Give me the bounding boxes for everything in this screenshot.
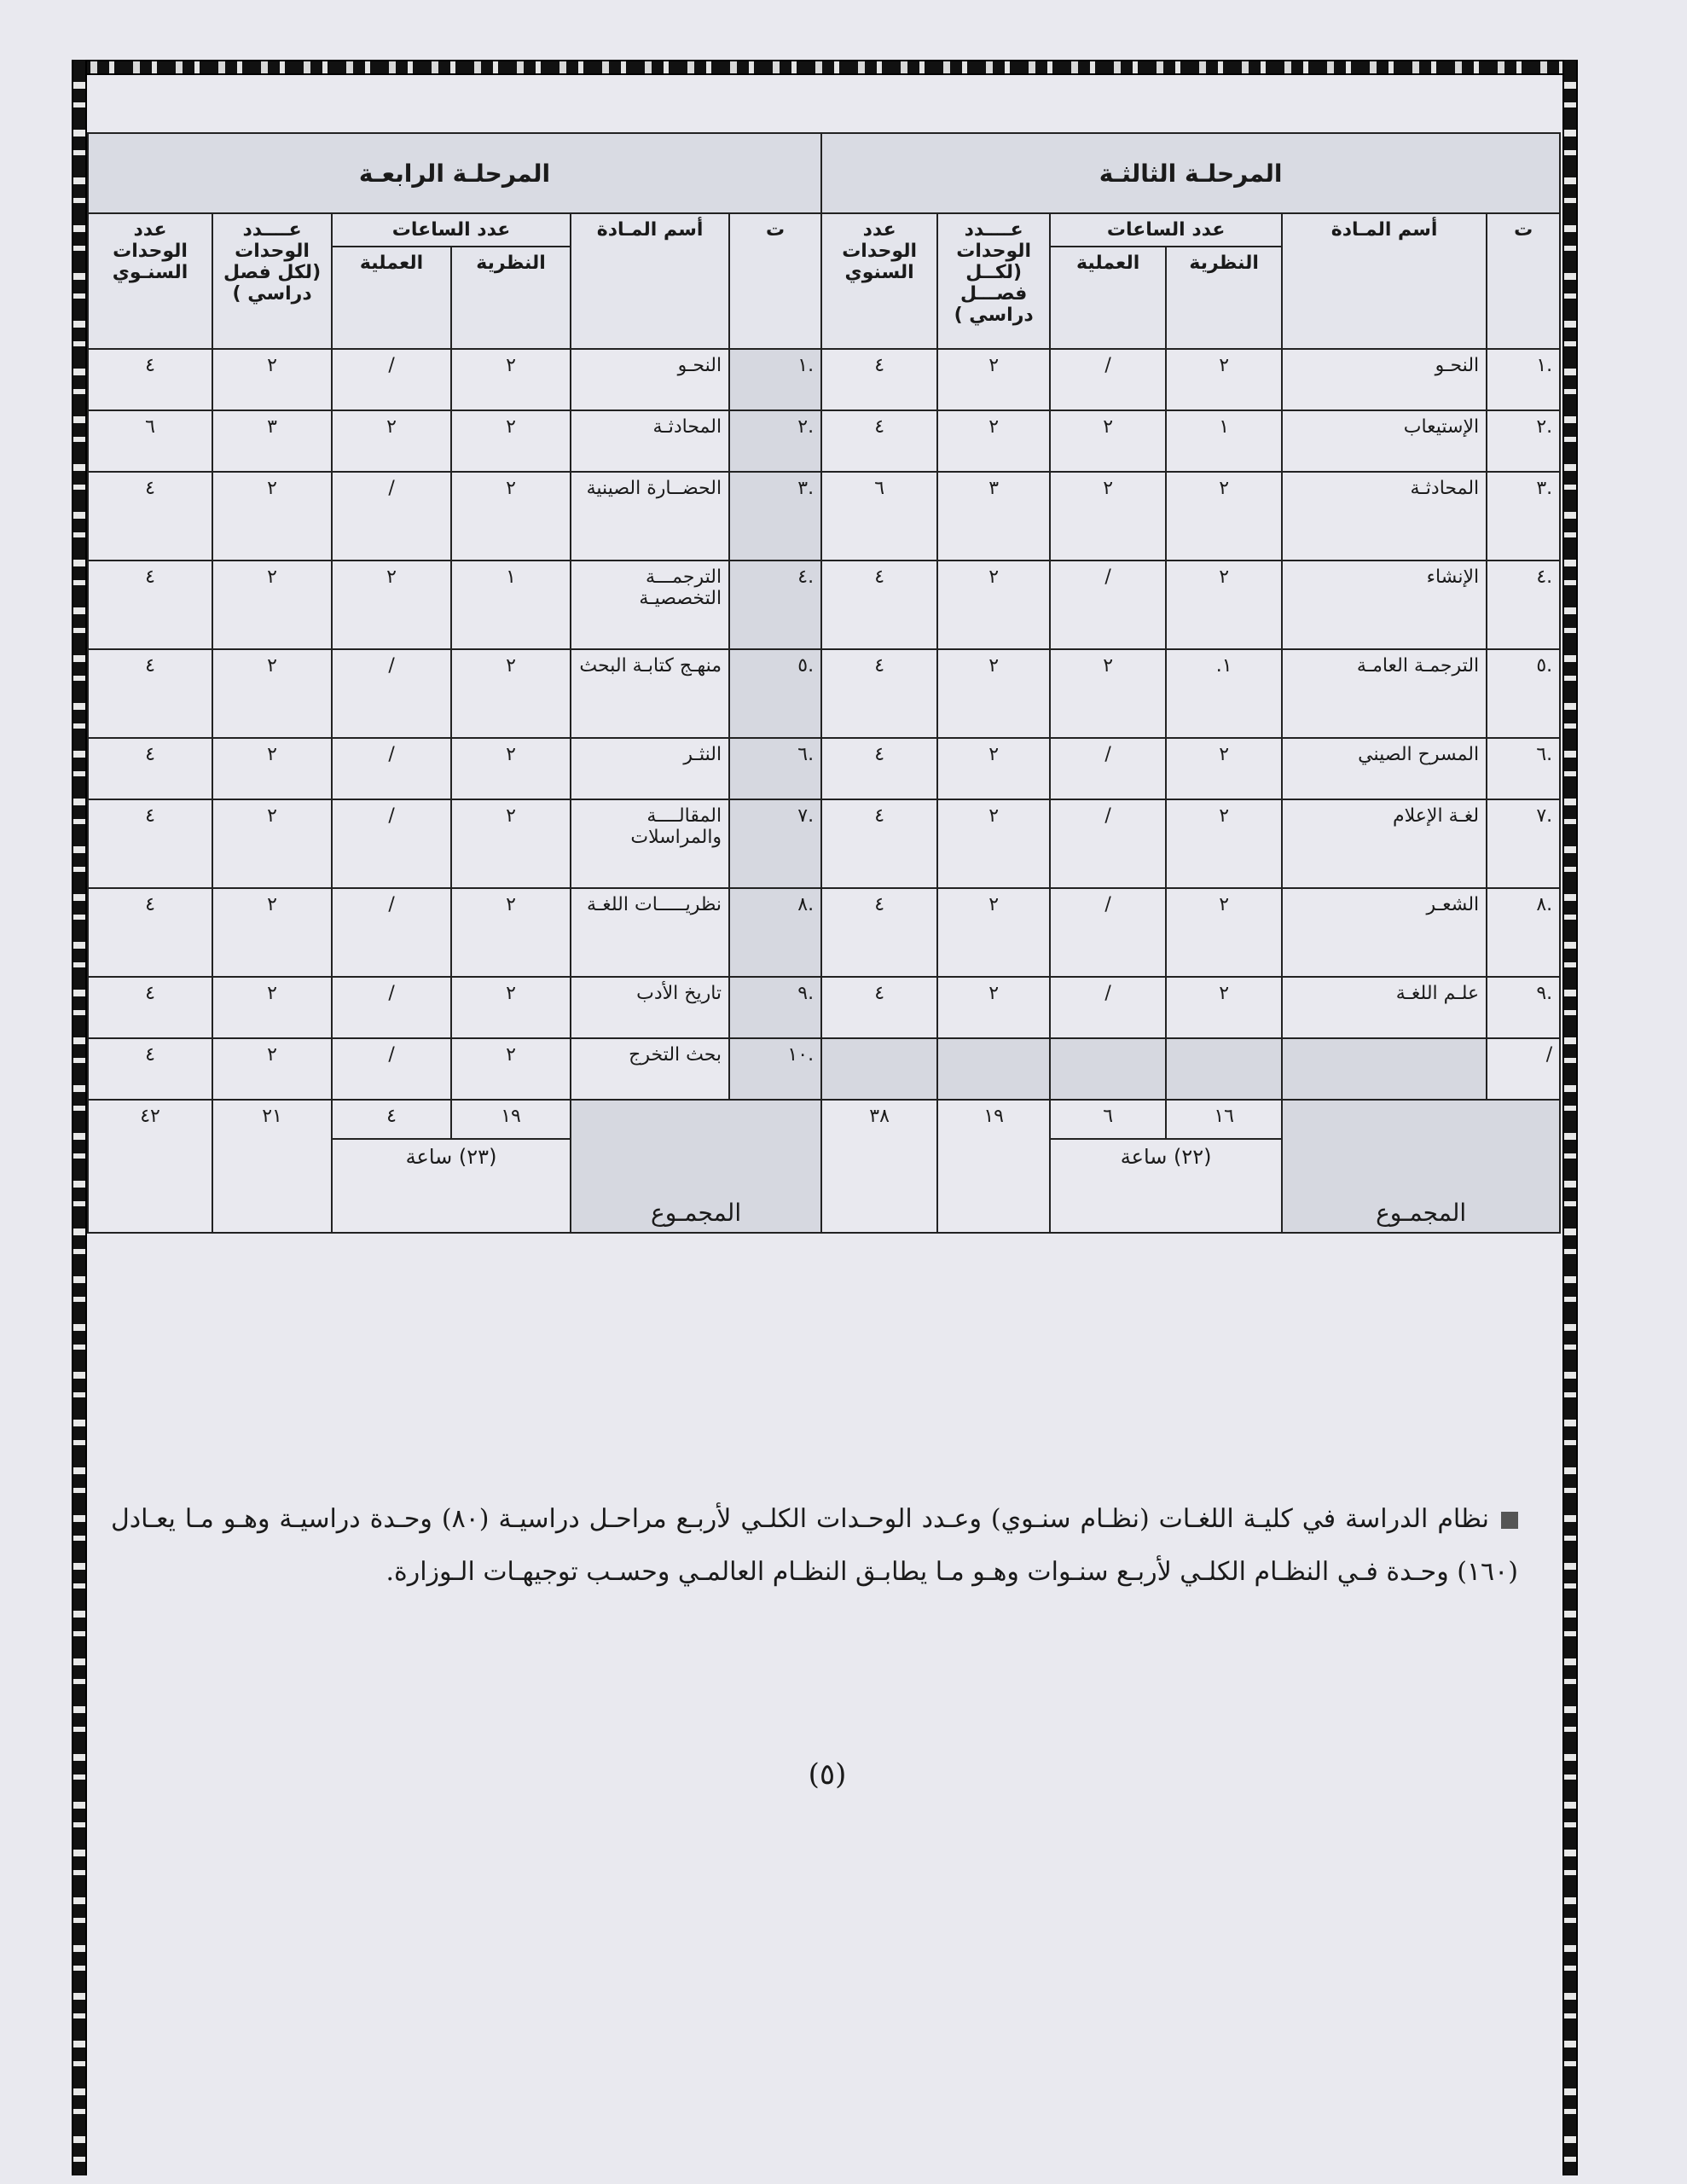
stage3-total-units-year: ٣٨ bbox=[821, 1100, 937, 1233]
table-cell-empty bbox=[1166, 1038, 1282, 1100]
stage4-header-units-sem: عــــدد الوحدات (لكل فصل دراسي ) bbox=[212, 213, 332, 349]
stage3-total-units-sem: ١٩ bbox=[937, 1100, 1050, 1233]
table-cell: الترجمـة العامـة bbox=[1282, 649, 1487, 738]
table-cell: ٤ bbox=[88, 1038, 212, 1100]
table-cell: / bbox=[332, 649, 451, 738]
table-cell: ٢ bbox=[212, 649, 332, 738]
stage3-header-subject: أسم المـادة bbox=[1282, 213, 1487, 349]
table-cell-empty bbox=[937, 1038, 1050, 1100]
table-cell: ٢ bbox=[937, 349, 1050, 410]
table-cell: نظريـــــات اللغـة bbox=[571, 888, 729, 977]
table-cell: ٢ bbox=[1166, 799, 1282, 888]
stage4-title: المرحلـة الرابعـة bbox=[88, 133, 821, 213]
table-cell: .٢ bbox=[1487, 410, 1560, 472]
table-cell: .٧ bbox=[729, 799, 821, 888]
table-cell: ٤ bbox=[821, 977, 937, 1038]
table-cell: ٤ bbox=[88, 561, 212, 649]
stage3-header-units-year: عدد الوحدات السنوي bbox=[821, 213, 937, 349]
table-cell: ٤ bbox=[821, 410, 937, 472]
table-cell: ٢ bbox=[332, 410, 451, 472]
square-bullet-icon bbox=[1501, 1512, 1518, 1529]
table-cell: ٢ bbox=[1166, 472, 1282, 561]
table-cell: ٢ bbox=[1050, 472, 1166, 561]
stage3-header-theory: النظرية bbox=[1166, 247, 1282, 349]
table-cell: .٢ bbox=[729, 410, 821, 472]
table-cell: ٤ bbox=[821, 561, 937, 649]
table-cell: ١ bbox=[1166, 410, 1282, 472]
stage3-title: المرحلـة الثالثـة bbox=[821, 133, 1560, 213]
page-border-right bbox=[1562, 60, 1578, 2175]
table-cell: ٤ bbox=[88, 472, 212, 561]
table-cell: ٢ bbox=[1166, 977, 1282, 1038]
table-cell: ١ bbox=[451, 561, 571, 649]
table-cell: ٢ bbox=[1166, 738, 1282, 799]
table-cell: .١ bbox=[1487, 349, 1560, 410]
table-cell: .٦ bbox=[1487, 738, 1560, 799]
table-cell: منهـج كتابـة البحث bbox=[571, 649, 729, 738]
table-cell: ٤ bbox=[821, 799, 937, 888]
page-border-left bbox=[72, 60, 87, 2175]
stage3-hours-note: (٢٢) ساعة bbox=[1050, 1139, 1282, 1233]
stage4-total-practical: ٤ bbox=[332, 1100, 451, 1139]
table-cell: .٣ bbox=[729, 472, 821, 561]
table-cell: ٢ bbox=[451, 349, 571, 410]
stage4-total-label: المجمـوع bbox=[571, 1100, 821, 1233]
table-cell: ٢ bbox=[212, 561, 332, 649]
table-cell: ٢ bbox=[212, 799, 332, 888]
table-cell: ٤ bbox=[88, 649, 212, 738]
table-cell: ٢ bbox=[937, 410, 1050, 472]
table-cell: / bbox=[1050, 561, 1166, 649]
table-cell: ٢ bbox=[332, 561, 451, 649]
table-cell: الترجمـــة التخصصيـة bbox=[571, 561, 729, 649]
table-cell: ٤ bbox=[821, 738, 937, 799]
table-cell: المحادثـة bbox=[571, 410, 729, 472]
table-cell: ٤ bbox=[821, 649, 937, 738]
table-cell: / bbox=[332, 977, 451, 1038]
table-cell: .٤ bbox=[1487, 561, 1560, 649]
table-cell: ٤ bbox=[88, 799, 212, 888]
table-cell: ٤ bbox=[88, 888, 212, 977]
study-system-note bbox=[111, 1493, 1518, 1599]
table-cell-empty bbox=[821, 1038, 937, 1100]
table-cell-empty bbox=[1050, 1038, 1166, 1100]
table-cell-empty bbox=[1282, 1038, 1487, 1100]
stage4-header-theory: النظرية bbox=[451, 247, 571, 349]
stage3-header-units-sem: عــــدد الوحدات (لكــل فصـــل دراسي ) bbox=[937, 213, 1050, 349]
stage4-hours-note: (٢٣) ساعة bbox=[332, 1139, 571, 1233]
page-border-top bbox=[72, 60, 1574, 75]
stage3-total-label: المجمـوع bbox=[1282, 1100, 1560, 1233]
table-cell: ٢ bbox=[212, 977, 332, 1038]
table-cell: .٤ bbox=[729, 561, 821, 649]
table-cell: ٢ bbox=[937, 888, 1050, 977]
table-cell: .١ bbox=[729, 349, 821, 410]
table-cell: المسرح الصيني bbox=[1282, 738, 1487, 799]
table-cell: .٨ bbox=[729, 888, 821, 977]
note-text: نظام الدراسة في كليـة اللغـات (نظـام سنـوي) وعـدد الوحـدات الكلـي لأربـع مراحـل دراسيـة (٨٠) وحـدة دراسيـة وهـو مـا يعـادل (١٦٠) وحـدة فـي النظـام الكلـي لأربـع سنـوات وهـو مـا يطابـق النظـام العالمـي وحسـب توجيهـات الـوزارة. bbox=[111, 1504, 1518, 1587]
table-cell: .٩ bbox=[729, 977, 821, 1038]
table-cell: / bbox=[332, 1038, 451, 1100]
table-cell: / bbox=[1050, 738, 1166, 799]
table-cell: .١٠ bbox=[729, 1038, 821, 1100]
table-cell: ٢ bbox=[451, 799, 571, 888]
stage4-header-subject: أسم المـادة bbox=[571, 213, 729, 349]
table-cell: ٤ bbox=[88, 977, 212, 1038]
stage4-header-units-year: عدد الوحدات السنـوي bbox=[88, 213, 212, 349]
table-cell: ٤ bbox=[821, 888, 937, 977]
table-cell: الإنشاء bbox=[1282, 561, 1487, 649]
table-cell: / bbox=[332, 888, 451, 977]
stage3-header-practical: العملية bbox=[1050, 247, 1166, 349]
table-cell: ٢ bbox=[451, 649, 571, 738]
stage4-total-units-year: ٤٢ bbox=[88, 1100, 212, 1233]
table-cell: ٢ bbox=[212, 1038, 332, 1100]
table-cell: ٢ bbox=[1166, 561, 1282, 649]
table-cell: ٤ bbox=[88, 738, 212, 799]
table-cell: ٤ bbox=[821, 349, 937, 410]
table-cell: النحـو bbox=[1282, 349, 1487, 410]
table-cell: ٢ bbox=[451, 1038, 571, 1100]
table-cell: ٦ bbox=[88, 410, 212, 472]
table-cell: / bbox=[1050, 799, 1166, 888]
table-cell: النثـر bbox=[571, 738, 729, 799]
stage3-header-num: ت bbox=[1487, 213, 1560, 349]
table-cell: / bbox=[332, 799, 451, 888]
stage3-total-theory: ١٦ bbox=[1166, 1100, 1282, 1139]
table-cell: الحضــارة الصينية bbox=[571, 472, 729, 561]
table-cell: .٥ bbox=[1487, 649, 1560, 738]
table-cell: الإستيعاب bbox=[1282, 410, 1487, 472]
table-cell: / bbox=[1050, 888, 1166, 977]
table-cell: .٨ bbox=[1487, 888, 1560, 977]
table-cell: علـم اللغـة bbox=[1282, 977, 1487, 1038]
study-plan-table bbox=[87, 132, 1561, 1234]
table-cell: / bbox=[1487, 1038, 1560, 1100]
table-cell: .٦ bbox=[729, 738, 821, 799]
table-cell: ٢ bbox=[212, 349, 332, 410]
table-cell: / bbox=[1050, 349, 1166, 410]
table-cell: ٢ bbox=[937, 977, 1050, 1038]
table-cell: ٢ bbox=[451, 738, 571, 799]
table-cell: لغـة الإعلام bbox=[1282, 799, 1487, 888]
stage4-header-num: ت bbox=[729, 213, 821, 349]
table-cell: ٢ bbox=[212, 738, 332, 799]
table-cell: ٢ bbox=[937, 738, 1050, 799]
table-cell: ٢ bbox=[212, 472, 332, 561]
table-cell: المقالــــة والمراسلات bbox=[571, 799, 729, 888]
table-cell: ٢ bbox=[1166, 888, 1282, 977]
table-cell: ٢ bbox=[212, 888, 332, 977]
table-cell: ٣ bbox=[212, 410, 332, 472]
table-cell: ٤ bbox=[88, 349, 212, 410]
table-cell: بحث التخرج bbox=[571, 1038, 729, 1100]
table-cell: ٦ bbox=[821, 472, 937, 561]
table-cell: / bbox=[1050, 977, 1166, 1038]
stage3-total-practical: ٦ bbox=[1050, 1100, 1166, 1139]
table-cell: ٢ bbox=[937, 561, 1050, 649]
table-cell: ٢ bbox=[937, 799, 1050, 888]
table-cell: / bbox=[332, 349, 451, 410]
table-cell: النحـو bbox=[571, 349, 729, 410]
table-cell: ٢ bbox=[451, 410, 571, 472]
table-cell: .٧ bbox=[1487, 799, 1560, 888]
table-cell: .٩ bbox=[1487, 977, 1560, 1038]
table-cell: ٣ bbox=[937, 472, 1050, 561]
table-cell: .٥ bbox=[729, 649, 821, 738]
stage4-total-units-sem: ٢١ bbox=[212, 1100, 332, 1233]
table-cell: المحادثـة bbox=[1282, 472, 1487, 561]
table-cell: الشعـر bbox=[1282, 888, 1487, 977]
table-cell: ٢ bbox=[1166, 349, 1282, 410]
table-cell: ٢ bbox=[451, 888, 571, 977]
page-number: (٥) bbox=[808, 1757, 847, 1792]
table-cell: ٢ bbox=[451, 977, 571, 1038]
table-cell: ٢ bbox=[1050, 649, 1166, 738]
stage4-total-theory: ١٩ bbox=[451, 1100, 571, 1139]
table-cell: تاريخ الأدب bbox=[571, 977, 729, 1038]
table-cell: / bbox=[332, 472, 451, 561]
stage3-header-hours: عدد الساعات bbox=[1050, 213, 1282, 247]
table-cell: / bbox=[332, 738, 451, 799]
table-cell: ٢ bbox=[1050, 410, 1166, 472]
table-cell: ٢ bbox=[451, 472, 571, 561]
table-cell: ١. bbox=[1166, 649, 1282, 738]
stage4-header-practical: العملية bbox=[332, 247, 451, 349]
stage4-header-hours: عدد الساعات bbox=[332, 213, 571, 247]
table-cell: ٢ bbox=[937, 649, 1050, 738]
table-cell: .٣ bbox=[1487, 472, 1560, 561]
